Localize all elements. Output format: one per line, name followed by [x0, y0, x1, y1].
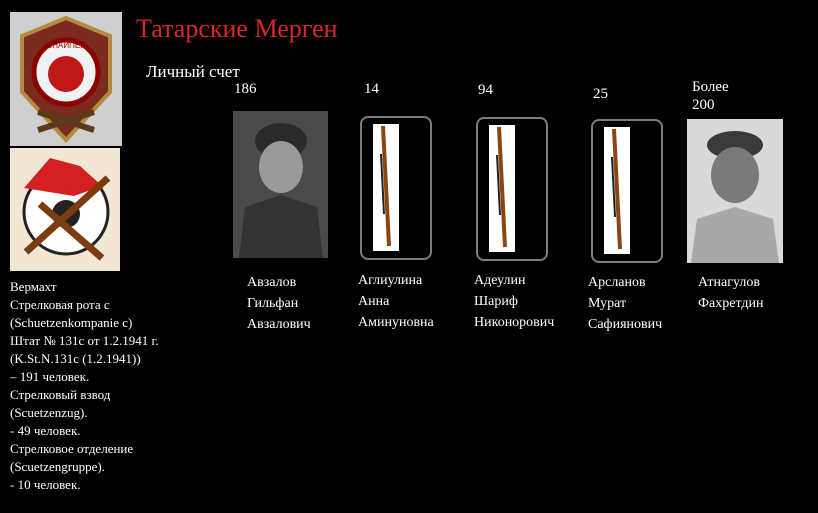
rifle-card-2: [360, 116, 432, 260]
badge-1-label: СНАЙПЕР: [46, 41, 86, 50]
sniper-name-1: Авзалов Гильфан Авзалович: [247, 275, 311, 332]
score-1: 186: [234, 81, 257, 97]
sniper-badge-1: [10, 12, 122, 146]
score-2: 14: [364, 81, 379, 97]
wehrmacht-info: Вермахт Стрелковая рота с (Schuetzenkompanie c) Штат № 131c от 1.2.1941 г. (K.St.N.131c (1.2.1941)) – 191 человек. Стрелковый взвод (Scuetzenzug). - 49 человек. Стрелковое отделение (Scuetzengruppe). - 10 человек.: [10, 279, 159, 492]
sniper-name-4: Арсланов Мурат Сафиянович: [588, 275, 663, 332]
sniper-photo-5: [687, 119, 783, 263]
score-5: Более 200: [692, 79, 729, 113]
sniper-name-3: Адеулин Шариф Никонорович: [474, 273, 555, 330]
sniper-photo-1: [233, 111, 328, 258]
sniper-badge-2: [10, 148, 120, 271]
score-4: 25: [593, 86, 608, 102]
rifle-card-3: [476, 117, 548, 261]
sniper-name-2: Аглиулина Анна Аминуновна: [358, 273, 434, 330]
badge-2-label: СНАЙПЕР: [43, 182, 93, 193]
sniper-name-5: Атнагулов Фахретдин: [698, 275, 764, 311]
rifle-icon: [373, 124, 399, 251]
rifle-icon: [489, 125, 515, 252]
score-label: Личный счет: [146, 62, 240, 81]
score-3: 94: [478, 82, 493, 98]
page-title: Татарские Мерген: [136, 14, 338, 43]
rifle-icon: [604, 127, 630, 254]
rifle-card-4: [591, 119, 663, 263]
